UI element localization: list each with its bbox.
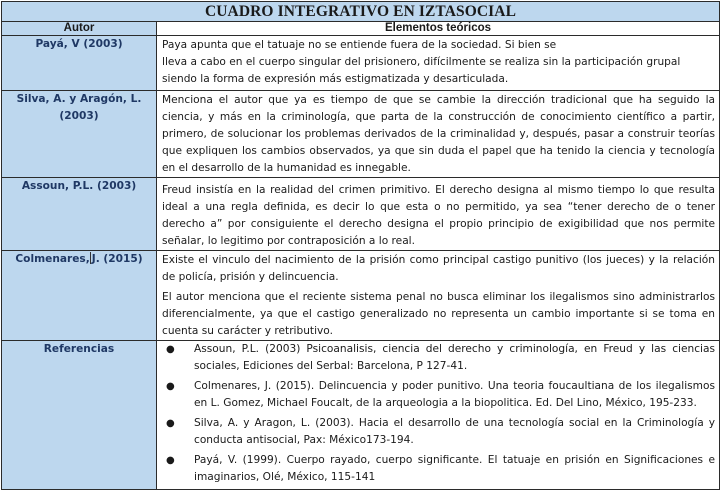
table-row [2,178,720,251]
content-paragraph: Existe el vinculo del nacimiento de la prisión como principal castigo punitivo (los jueces) y la relación de policía, prisión y delincuencia. [162,254,716,283]
references-label: Referencias [2,341,157,490]
bullet-icon: ● [166,344,175,355]
content-paragraph: El autor menciona que el reciente sistema penal no busca eliminar los ilegalismos sino administrarlos diferencialmente, ya que el castigo generalizado no representa un cambio importante si se toma en cuenta su carácter y retributivo. [162,291,716,337]
content-cell [157,36,720,91]
text-cursor [90,252,91,264]
reference-item: ● Colmenares, J. (2015). Delincuencia y poder punitivo. Una teoria foucaultiana de los ilegalismos en L. Gomez, Michael Foucalt, de la arqueologia a la biopolitica. Ed. Del Lino, México, 195-233. [166,380,716,409]
content-cell [157,178,720,251]
reference-item: ● Assoun, P.L. (2003) Psicoanalisis, ciencia del derecho y criminología, en Freud y las ciencias sociales, Ediciones del Serbal: Barcelona, P 127-41. [166,343,716,372]
bullet-icon: ● [166,381,175,392]
table-row [2,91,720,178]
header-author: Autor [2,22,157,36]
content-cell [157,91,720,178]
table-row [2,36,720,91]
content-paragraph: Menciona el autor que ya es tiempo de que se cambie la dirección tradicional que ha seguido la ciencia, y más en la criminología, que parta de la construcción de conocimiento científico a partir, primero, de solucionar los problemas derivados de la criminalidad y, después, pasar a construir teorías que expliquen los cambios observados, ya que sin duda el papel que ha tenido la ciencia y tecnología en el desarrollo de la humanidad es innegable. [162,94,716,174]
table-title: CUADRO INTEGRATIVO EN IZTASOCIAL [2,2,720,22]
content-cell [157,251,720,341]
header-theoretical-elements: Elementos teóricos [157,22,720,36]
content-line: Paya apunta que el tatuaje no se entiende fuera de la sociedad. Si bien se [162,39,557,51]
reference-list [162,341,715,486]
table-row [2,251,720,341]
content-paragraph: Freud insistía en la realidad del crimen primitivo. El derecho designa al mismo tiempo lo que resulta ideal a una regla definida, es decir lo que esta o no permitido, ya sea “tener derecho de o tener derecho a” por consiguiente el derecho designa el propio principio de exigibilidad que nos permite señalar, lo legitimo por contraposición a lo real. [162,184,716,247]
author-name-part: J. (2015) [91,253,143,265]
author-cell: Payá, V (2003) [2,36,157,91]
bullet-icon: ● [166,418,175,429]
author-cell: Assoun, P.L. (2003) [2,178,157,251]
reference-item: ● Payá, V. (1999). Cuerpo rayado, cuerpo significante. El tatuaje en prisión en Significaciones e imaginarios, Olé, México, 115-141 [166,454,716,483]
content-line: lleva a cabo en el cuerpo singular del prisionero, difícilmente se realiza sin la participación grupal siendo la forma de expresión más estigmatizada y desarticulada. [162,56,681,85]
references-cell [157,341,720,490]
integrative-table [1,1,720,490]
reference-item: ● Silva, A. y Aragon, L. (2003). Hacia el desarrollo de una tecnología social en la Criminología y conducta antisocial, Pax: México173-194. [166,417,716,446]
references-row [2,341,720,490]
author-cell: Silva, A. y Aragón, L. (2003) [2,91,157,178]
author-name-part: Colmenares, [15,253,90,265]
author-cell [2,251,157,341]
bullet-icon: ● [166,455,175,466]
